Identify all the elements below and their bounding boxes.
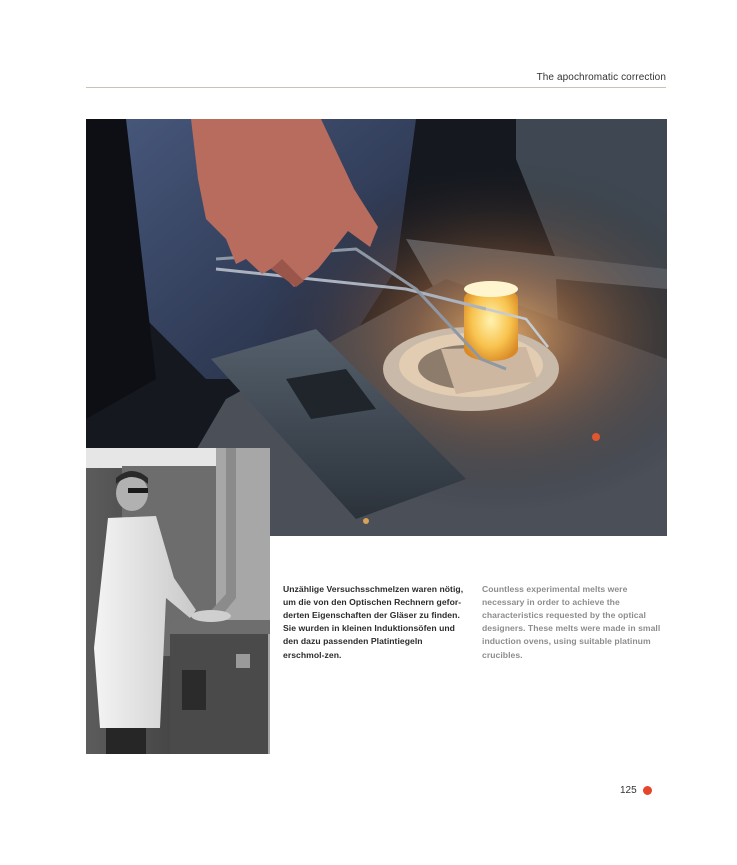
page-folio [620,783,652,797]
caption-english: Countless experimental melts were necessary in order to achieve the characteristics requested by the optical designers. These melts were made in small induction ovens, using suitable platinum crucibles. [482,583,661,660]
inset-photo [86,448,270,754]
section-title: The apochromatic correction [536,72,666,83]
running-header [86,71,666,88]
page-number: 125 [620,784,637,796]
caption-german: Unzählige Versuchsschmelzen waren nötig, um die von den Optischen Rechnern gefor-derten Eigenschaften der Gläser zu finden. Sie wurden in kleinen Induktionsöfen und den dazu passenden Platintiegeln erschmol-zen. [283,583,464,660]
folio-dot-icon [643,786,652,795]
lab-technician-induction-oven-photo-icon [86,448,270,754]
